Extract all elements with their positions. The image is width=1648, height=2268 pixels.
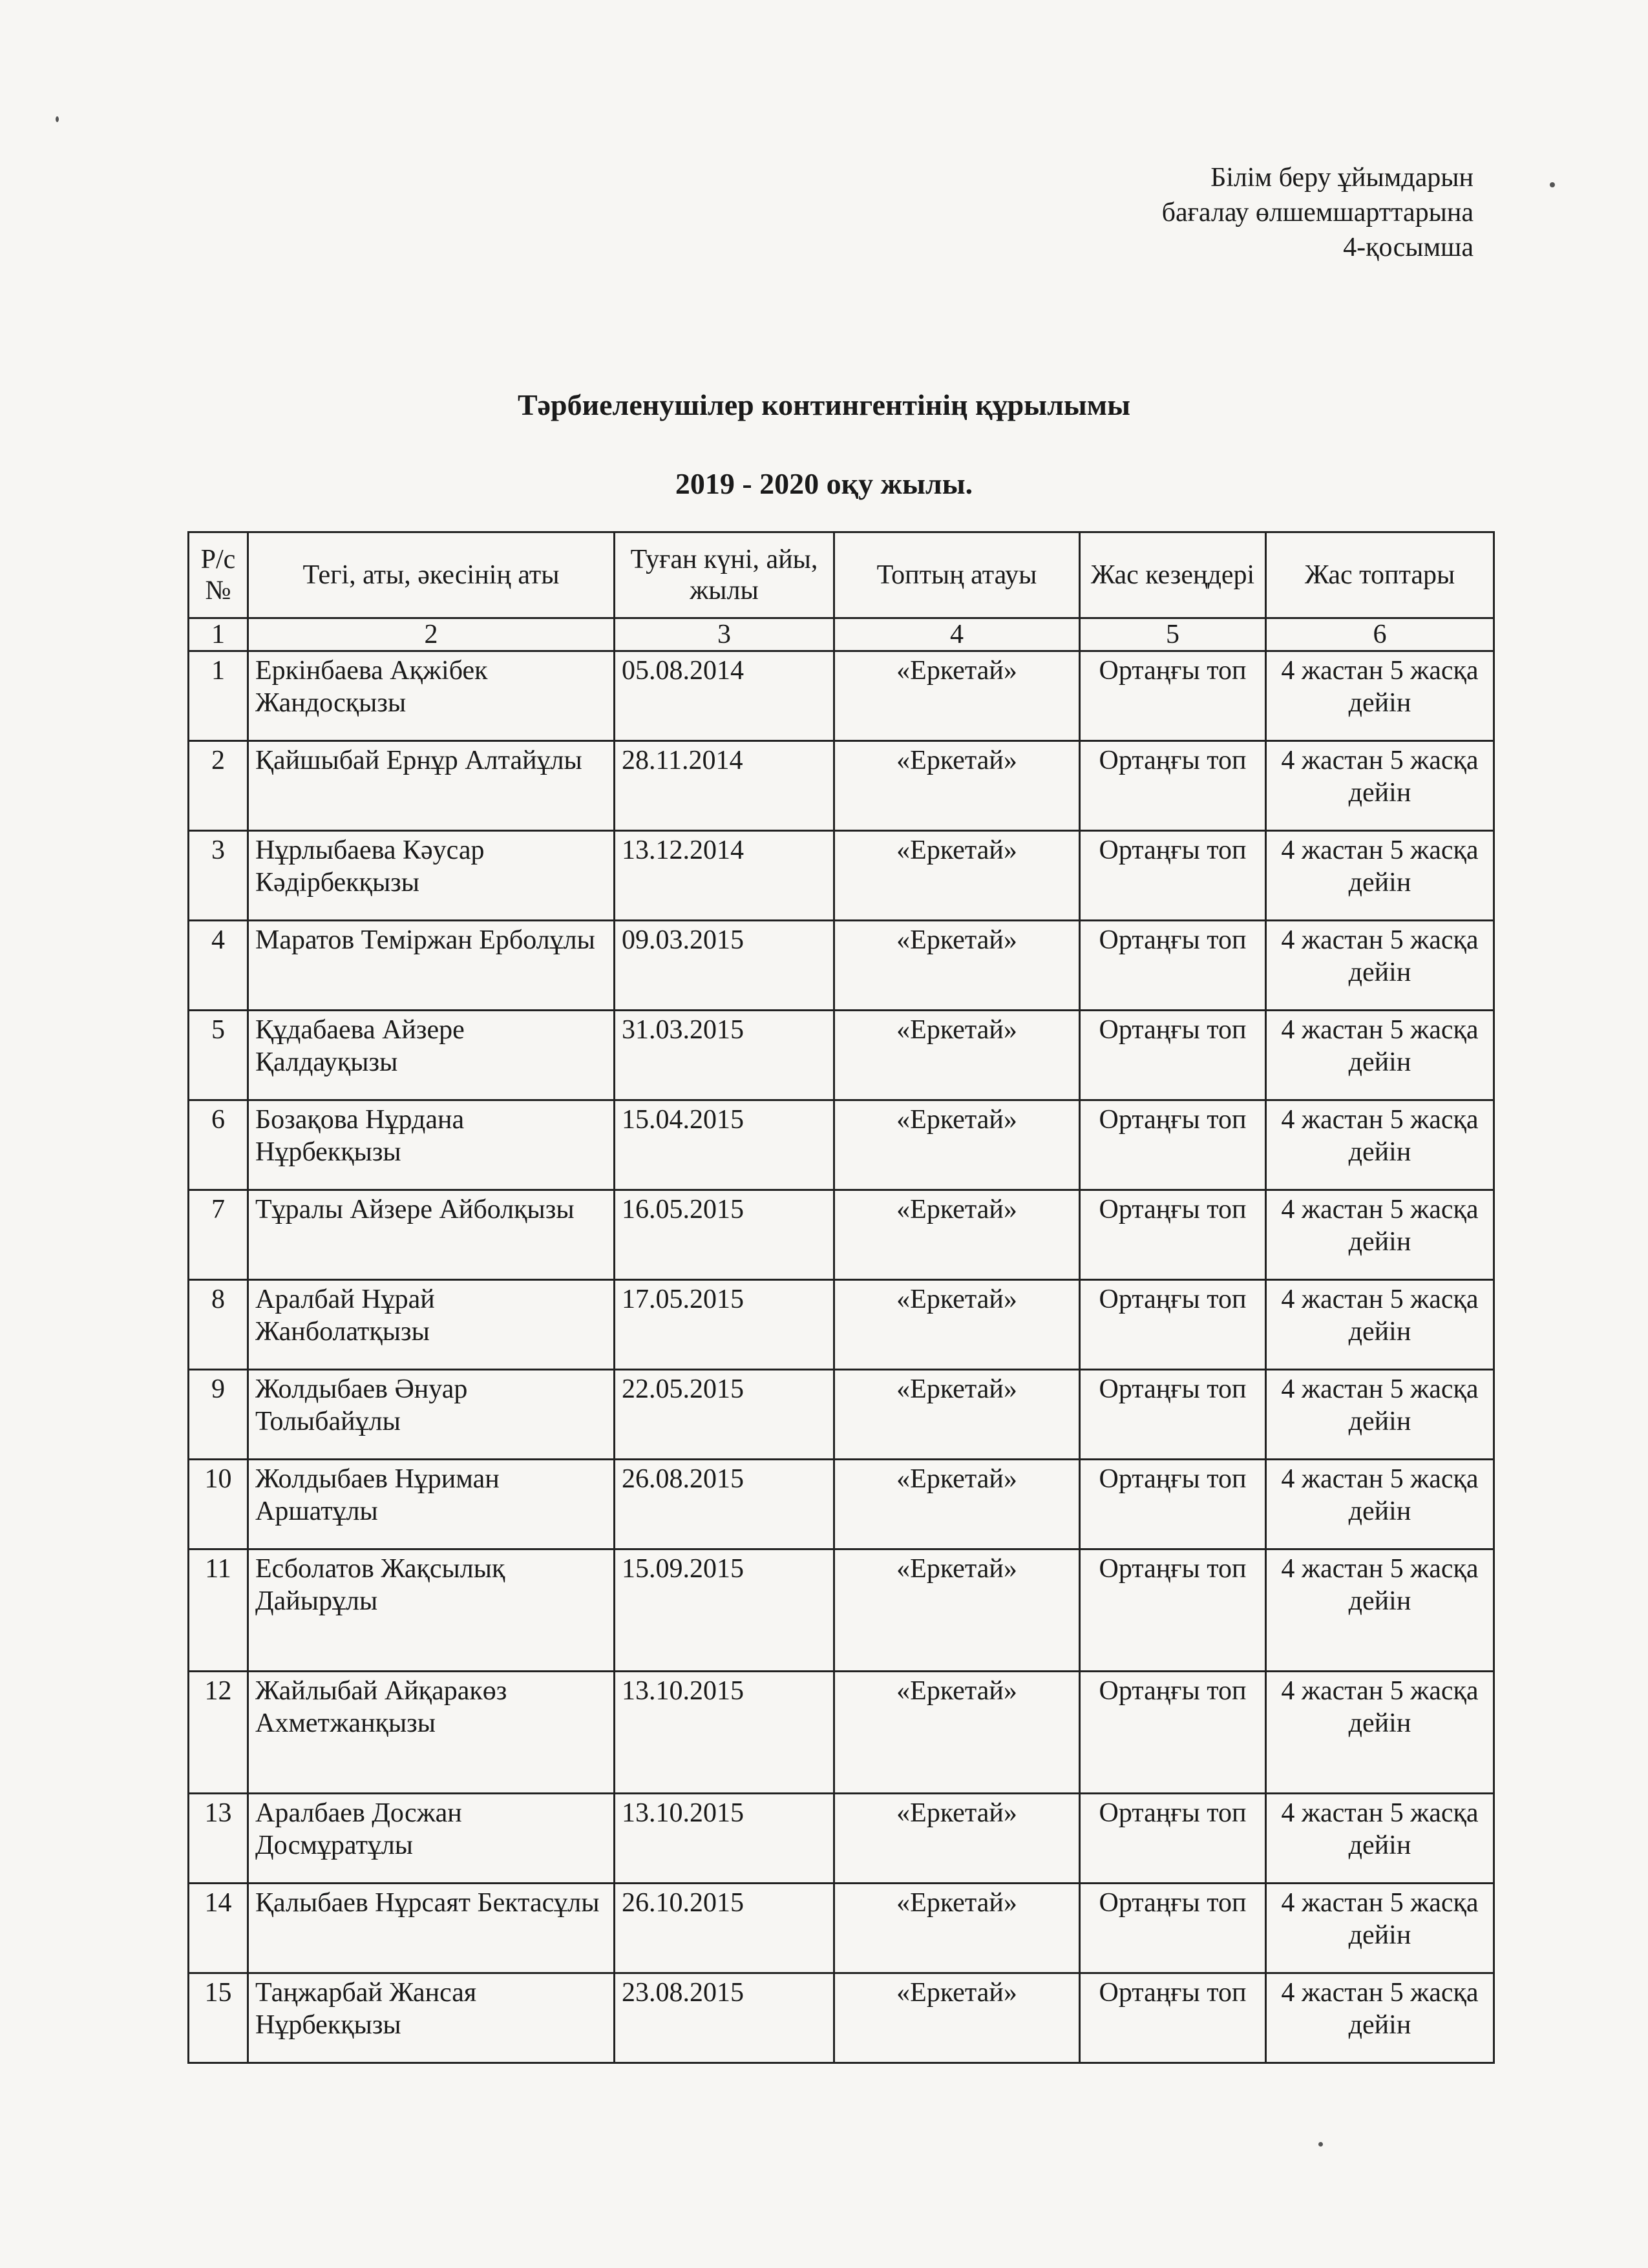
cell-name: Қалыбаев Нұрсаят Бектасұлы: [248, 1884, 615, 1973]
cell-period: Ортаңғы топ: [1080, 1100, 1266, 1190]
cell-group: «Еркетай»: [834, 651, 1080, 741]
cell-period: Ортаңғы топ: [1080, 831, 1266, 921]
cell-period: Ортаңғы топ: [1080, 1280, 1266, 1370]
cell-period: Ортаңғы топ: [1080, 1672, 1266, 1794]
table-row: [189, 741, 1494, 831]
cell-age-group: 4 жастан 5 жасқа дейін: [1266, 1190, 1494, 1280]
column-number: 6: [1266, 618, 1494, 651]
cell-no: 6: [189, 1100, 248, 1190]
cell-group: «Еркетай»: [834, 1672, 1080, 1794]
cell-period: Ортаңғы топ: [1080, 1011, 1266, 1100]
cell-group: «Еркетай»: [834, 1370, 1080, 1460]
cell-dob: 15.04.2015: [615, 1100, 834, 1190]
cell-no: 11: [189, 1549, 248, 1672]
document-title: Тәрбиеленушілер контингентінің құрылымы: [517, 388, 1131, 421]
cell-name: Жолдыбаев Нұриман Аршатұлы: [248, 1460, 615, 1549]
cell-dob: 26.08.2015: [615, 1460, 834, 1549]
cell-dob: 15.09.2015: [615, 1549, 834, 1672]
cell-group: «Еркетай»: [834, 1190, 1080, 1280]
header-age-group: Жас топтары: [1266, 532, 1494, 618]
cell-period: Ортаңғы топ: [1080, 1370, 1266, 1460]
appendix-line-2: бағалау өлшемшарттарына: [1161, 198, 1474, 227]
cell-group: «Еркетай»: [834, 921, 1080, 1011]
header-no: Р/с №: [189, 532, 248, 618]
cell-dob: 13.12.2014: [615, 831, 834, 921]
cell-no: 10: [189, 1460, 248, 1549]
cell-period: Ортаңғы топ: [1080, 1460, 1266, 1549]
table-row: [189, 1011, 1494, 1100]
cell-name: Жолдыбаев Әнуар Толыбайұлы: [248, 1370, 615, 1460]
column-number: 3: [615, 618, 834, 651]
cell-no: 7: [189, 1190, 248, 1280]
table-row: [189, 1794, 1494, 1884]
cell-name: Есболатов Жақсылық Дайырұлы: [248, 1549, 615, 1672]
scan-speck: [1318, 2142, 1323, 2147]
column-number: 1: [189, 618, 248, 651]
cell-dob: 05.08.2014: [615, 651, 834, 741]
scan-speck: [56, 116, 59, 122]
cell-no: 3: [189, 831, 248, 921]
cell-no: 15: [189, 1973, 248, 2063]
cell-name: Қайшыбай Ернұр Алтайұлы: [248, 741, 615, 831]
appendix-note: [1162, 160, 1474, 265]
cell-name: Жайлыбай Айқаракөз Ахметжанқызы: [248, 1672, 615, 1794]
cell-age-group: 4 жастан 5 жасқа дейін: [1266, 741, 1494, 831]
scan-speck: [1550, 182, 1555, 187]
cell-period: Ортаңғы топ: [1080, 741, 1266, 831]
table-row: [189, 1460, 1494, 1549]
header-dob: Туған күні, айы, жылы: [615, 532, 834, 618]
cell-group: «Еркетай»: [834, 1280, 1080, 1370]
cell-group: «Еркетай»: [834, 1460, 1080, 1549]
cell-dob: 26.10.2015: [615, 1884, 834, 1973]
cell-name: Аралбай Нұрай Жанболатқызы: [248, 1280, 615, 1370]
roster-table: [187, 531, 1495, 2064]
table-row: [189, 831, 1494, 921]
column-number: 2: [248, 618, 615, 651]
header-name: Тегі, аты, әкесінің аты: [248, 532, 615, 618]
cell-name: Еркінбаева Ақжібек Жандосқызы: [248, 651, 615, 741]
table-row: [189, 1190, 1494, 1280]
cell-name: Таңжарбай Жансая Нұрбекқызы: [248, 1973, 615, 2063]
cell-dob: 16.05.2015: [615, 1190, 834, 1280]
cell-no: 8: [189, 1280, 248, 1370]
cell-no: 2: [189, 741, 248, 831]
cell-dob: 09.03.2015: [615, 921, 834, 1011]
cell-period: Ортаңғы топ: [1080, 1973, 1266, 2063]
cell-age-group: 4 жастан 5 жасқа дейін: [1266, 1370, 1494, 1460]
cell-age-group: 4 жастан 5 жасқа дейін: [1266, 1460, 1494, 1549]
cell-age-group: 4 жастан 5 жасқа дейін: [1266, 1672, 1494, 1794]
table-row: [189, 1672, 1494, 1794]
cell-dob: 22.05.2015: [615, 1370, 834, 1460]
table-row: [189, 1100, 1494, 1190]
cell-age-group: 4 жастан 5 жасқа дейін: [1266, 1973, 1494, 2063]
cell-period: Ортаңғы топ: [1080, 1549, 1266, 1672]
header-group: Топтың атауы: [834, 532, 1080, 618]
cell-age-group: 4 жастан 5 жасқа дейін: [1266, 1100, 1494, 1190]
cell-group: «Еркетай»: [834, 1884, 1080, 1973]
cell-no: 13: [189, 1794, 248, 1884]
cell-dob: 13.10.2015: [615, 1794, 834, 1884]
cell-dob: 23.08.2015: [615, 1973, 834, 2063]
cell-period: Ортаңғы топ: [1080, 1190, 1266, 1280]
cell-age-group: 4 жастан 5 жасқа дейін: [1266, 1549, 1494, 1672]
column-number-row: [189, 618, 1494, 651]
header-row: [189, 532, 1494, 618]
cell-group: «Еркетай»: [834, 1549, 1080, 1672]
cell-age-group: 4 жастан 5 жасқа дейін: [1266, 831, 1494, 921]
column-number: 4: [834, 618, 1080, 651]
cell-dob: 31.03.2015: [615, 1011, 834, 1100]
appendix-line-1: Білім беру ұйымдарын: [1210, 163, 1474, 193]
column-number: 5: [1080, 618, 1266, 651]
table-row: [189, 1549, 1494, 1672]
cell-age-group: 4 жастан 5 жасқа дейін: [1266, 1280, 1494, 1370]
table-row: [189, 1973, 1494, 2063]
cell-group: «Еркетай»: [834, 1100, 1080, 1190]
cell-period: Ортаңғы топ: [1080, 1794, 1266, 1884]
table-row: [189, 921, 1494, 1011]
cell-name: Құдабаева Айзере Қалдауқызы: [248, 1011, 615, 1100]
appendix-line-3: 4-қосымша: [1343, 233, 1474, 262]
cell-age-group: 4 жастан 5 жасқа дейін: [1266, 651, 1494, 741]
cell-age-group: 4 жастан 5 жасқа дейін: [1266, 921, 1494, 1011]
table-row: [189, 1370, 1494, 1460]
cell-no: 9: [189, 1370, 248, 1460]
cell-age-group: 4 жастан 5 жасқа дейін: [1266, 1794, 1494, 1884]
cell-age-group: 4 жастан 5 жасқа дейін: [1266, 1884, 1494, 1973]
cell-no: 1: [189, 651, 248, 741]
cell-dob: 28.11.2014: [615, 741, 834, 831]
cell-name: Бозақова Нұрдана Нұрбекқызы: [248, 1100, 615, 1190]
table-row: [189, 1280, 1494, 1370]
cell-name: Маратов Теміржан Ерболұлы: [248, 921, 615, 1011]
cell-dob: 17.05.2015: [615, 1280, 834, 1370]
cell-group: «Еркетай»: [834, 1794, 1080, 1884]
table-row: [189, 1884, 1494, 1973]
document-subtitle: 2019 - 2020 оқу жылы.: [675, 467, 973, 500]
cell-no: 5: [189, 1011, 248, 1100]
cell-period: Ортаңғы топ: [1080, 1884, 1266, 1973]
cell-age-group: 4 жастан 5 жасқа дейін: [1266, 1011, 1494, 1100]
cell-no: 12: [189, 1672, 248, 1794]
cell-period: Ортаңғы топ: [1080, 921, 1266, 1011]
cell-name: Аралбаев Досжан Досмұратұлы: [248, 1794, 615, 1884]
cell-name: Нұрлыбаева Кәусар Кәдірбекқызы: [248, 831, 615, 921]
cell-name: Тұралы Айзере Айболқызы: [248, 1190, 615, 1280]
cell-group: «Еркетай»: [834, 741, 1080, 831]
cell-no: 14: [189, 1884, 248, 1973]
cell-dob: 13.10.2015: [615, 1672, 834, 1794]
cell-group: «Еркетай»: [834, 1011, 1080, 1100]
table-row: [189, 651, 1494, 741]
cell-group: «Еркетай»: [834, 831, 1080, 921]
cell-period: Ортаңғы топ: [1080, 651, 1266, 741]
cell-group: «Еркетай»: [834, 1973, 1080, 2063]
header-period: Жас кезеңдері: [1080, 532, 1266, 618]
cell-no: 4: [189, 921, 248, 1011]
